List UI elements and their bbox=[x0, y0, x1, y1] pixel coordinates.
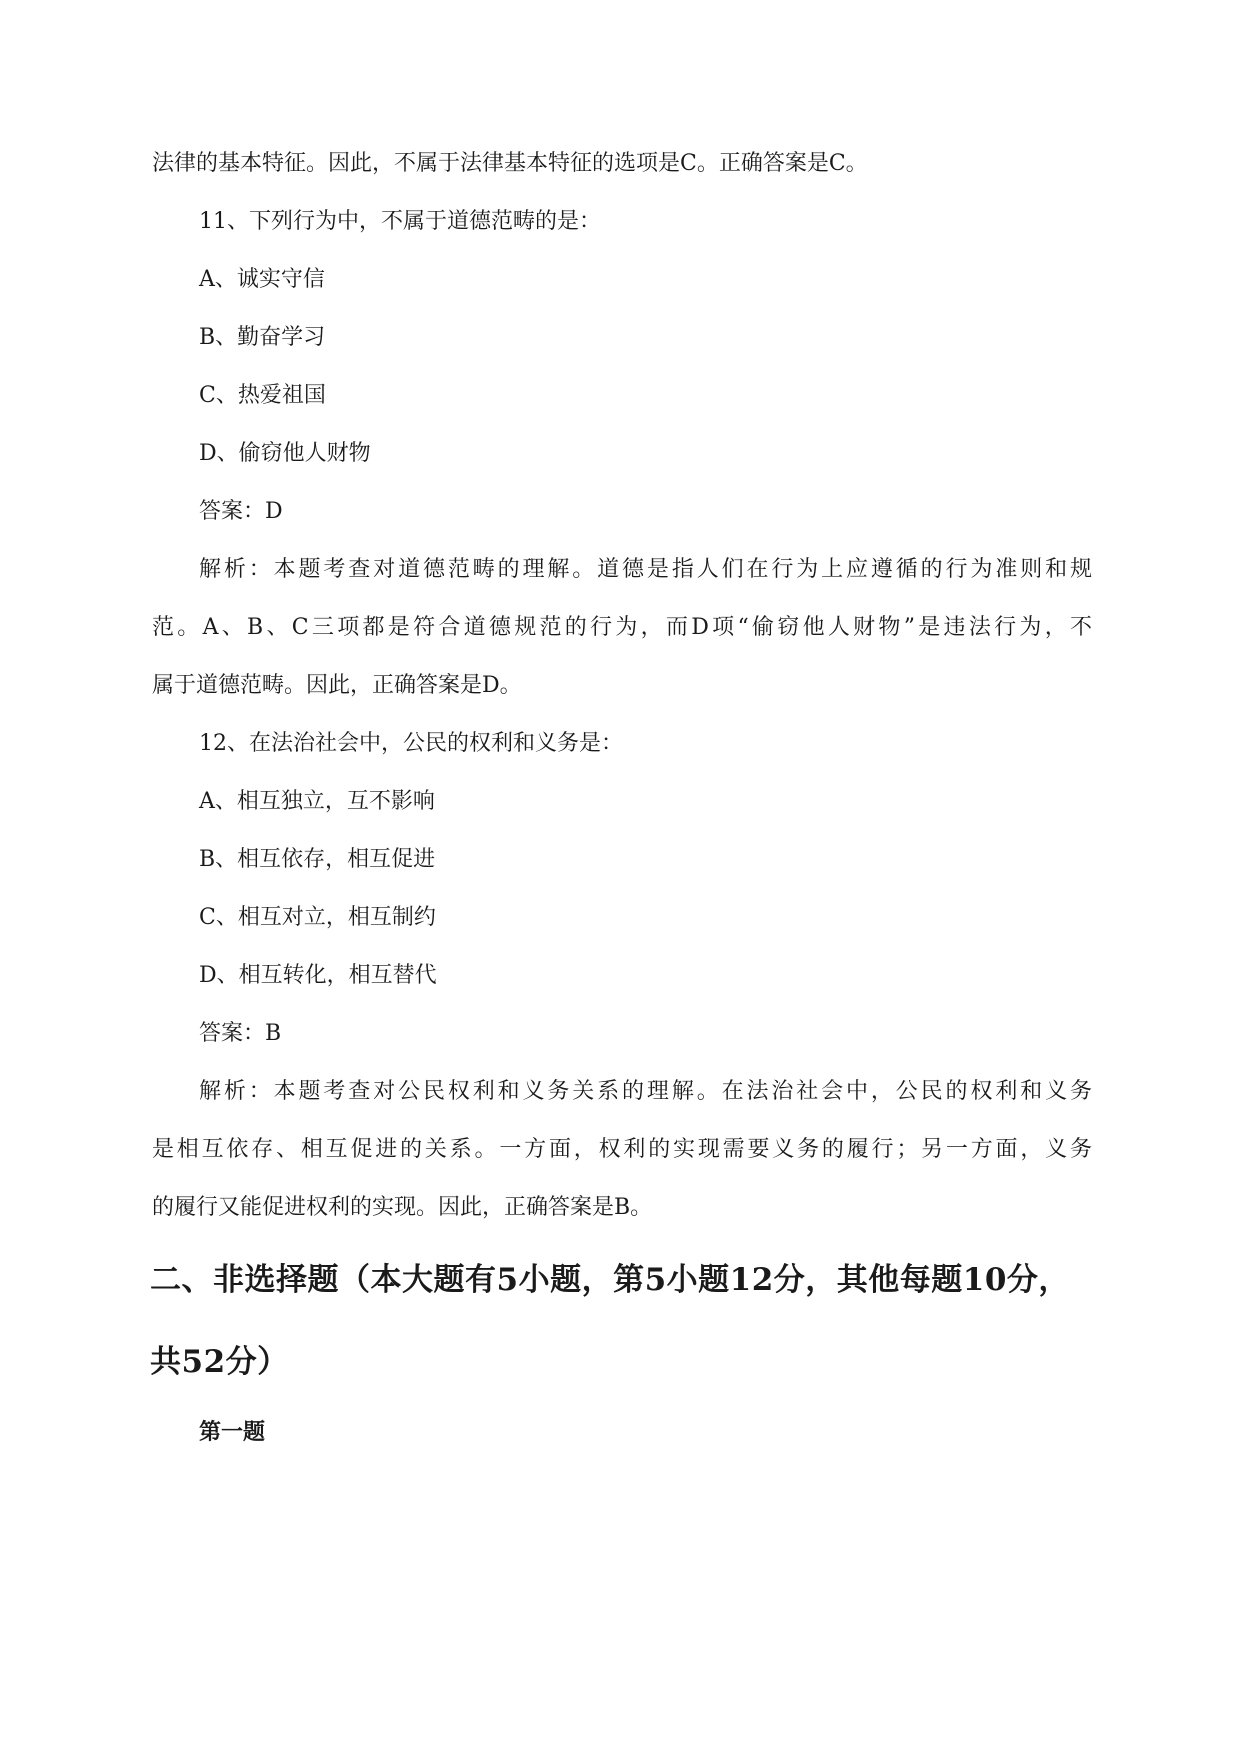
question-11-analysis-line-2: 范。A、B、C三项都是符合道德规范的行为，而D项“偷窃他人财物”是违法行为，不 bbox=[152, 615, 1092, 640]
question-12-analysis-line-2: 是相互依存、相互促进的关系。一方面，权利的实现需要义务的履行；另一方面，义务 bbox=[152, 1137, 1092, 1162]
question-12-analysis-line-3: 的履行又能促进权利的实现。因此，正确答案是B。 bbox=[152, 1195, 653, 1220]
question-11-analysis-line-3: 属于道德范畴。因此，正确答案是D。 bbox=[152, 673, 522, 698]
section-2-heading-line-2: 共52分） bbox=[150, 1344, 289, 1380]
question-11-answer: 答案：D bbox=[199, 499, 283, 524]
question-12-option-c: C、相互对立，相互制约 bbox=[199, 905, 436, 930]
question-12-option-b: B、相互依存，相互促进 bbox=[199, 847, 436, 872]
question-12-option-a: A、相互独立，互不影响 bbox=[199, 789, 435, 814]
question-11-stem: 11、下列行为中，不属于道德范畴的是： bbox=[199, 209, 601, 234]
question-12-option-d: D、相互转化，相互替代 bbox=[199, 963, 437, 988]
question-11-option-c: C、热爱祖国 bbox=[199, 383, 326, 408]
section-2-heading-line-1: 二、非选择题（本大题有5小题，第5小题12分，其他每题10分， bbox=[150, 1262, 1070, 1298]
question-12-stem: 12、在法治社会中，公民的权利和义务是： bbox=[199, 731, 623, 756]
question-11-option-b: B、勤奋学习 bbox=[199, 325, 326, 350]
question-12-answer: 答案：B bbox=[199, 1021, 282, 1046]
first-question-label: 第一题 bbox=[199, 1419, 266, 1445]
previous-analysis-tail: 法律的基本特征。因此，不属于法律基本特征的选项是C。正确答案是C。 bbox=[152, 151, 868, 176]
question-11-option-a: A、诚实守信 bbox=[199, 267, 325, 292]
question-11-analysis-line-1: 解析：本题考查对道德范畴的理解。道德是指人们在行为上应遵循的行为准则和规 bbox=[199, 557, 1092, 582]
question-11-option-d: D、偷窃他人财物 bbox=[199, 441, 371, 466]
question-12-analysis-line-1: 解析：本题考查对公民权利和义务关系的理解。在法治社会中，公民的权利和义务 bbox=[199, 1079, 1092, 1104]
